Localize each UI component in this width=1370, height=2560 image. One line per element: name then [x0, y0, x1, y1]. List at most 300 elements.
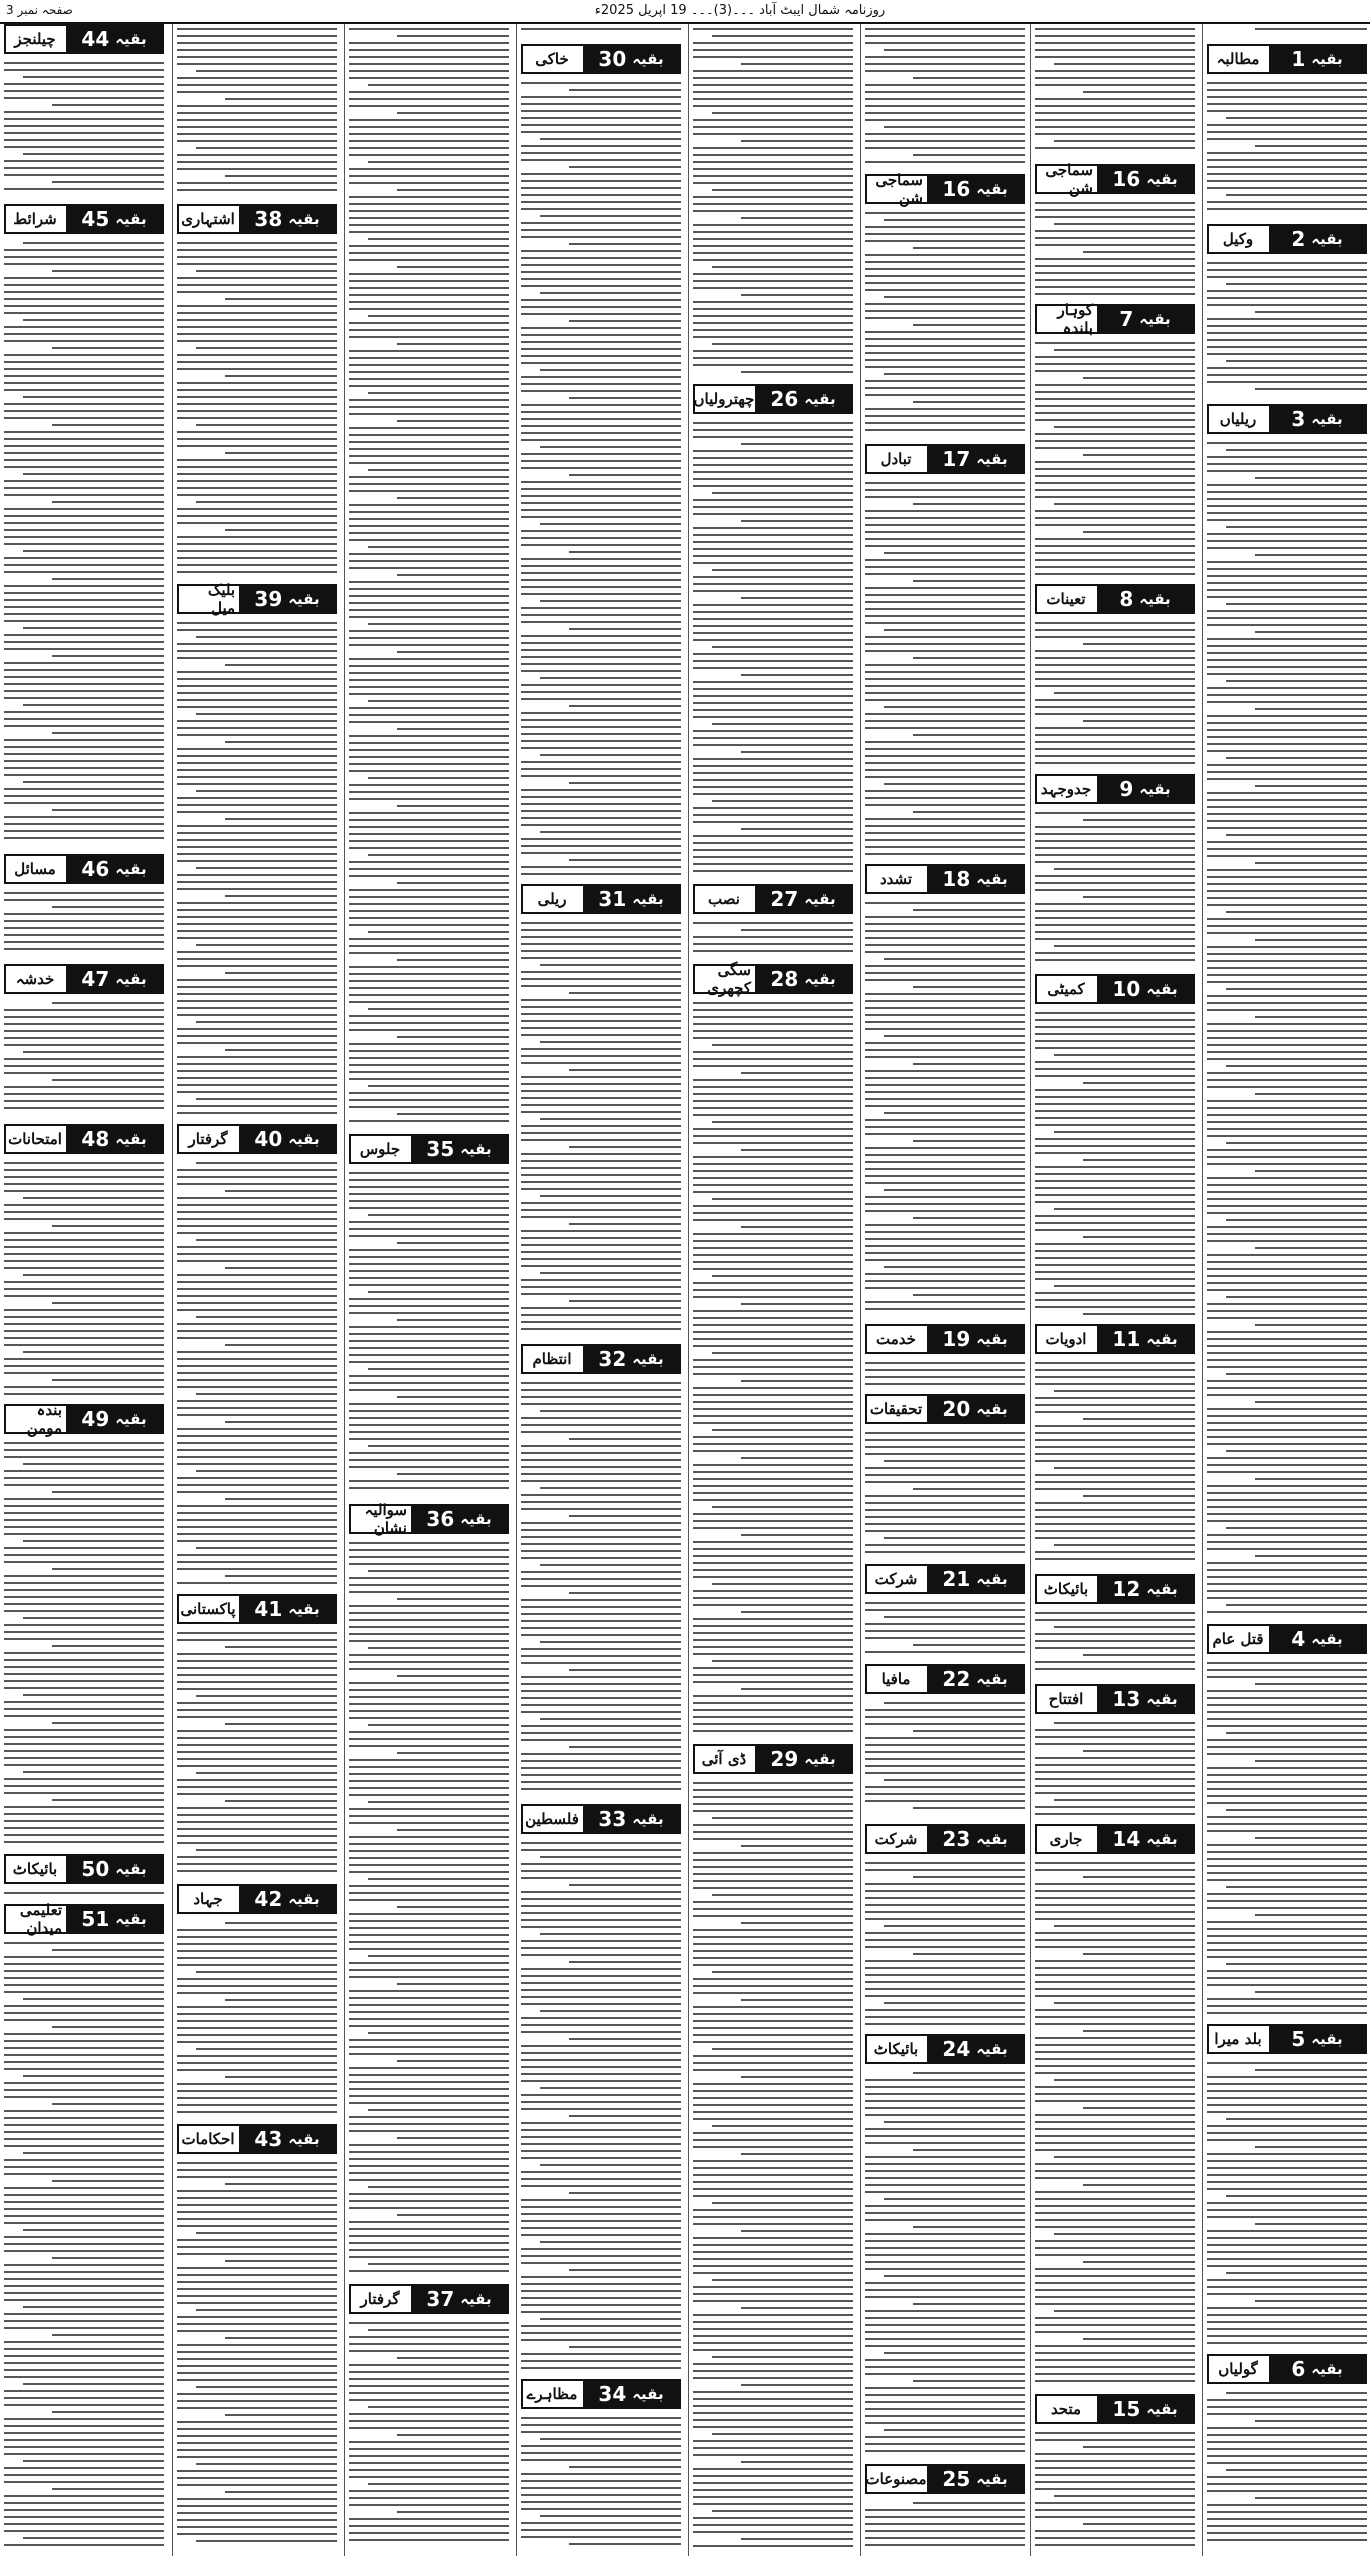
- text-lines: [4, 1892, 164, 1900]
- text-line: [4, 1169, 164, 1171]
- text-line: [693, 2314, 853, 2316]
- text-line: [1207, 1562, 1367, 1564]
- text-line: [1035, 272, 1195, 274]
- text-line: [349, 231, 509, 233]
- text-line: [1207, 1002, 1367, 1004]
- text-line: [4, 256, 164, 258]
- text-line: [4, 662, 164, 664]
- text-line: [521, 131, 681, 133]
- text-line: [693, 1831, 853, 1833]
- text-line: [177, 1035, 337, 1037]
- text-line: [693, 1289, 853, 1291]
- text-line: [1207, 1823, 1367, 1825]
- text-line: [521, 1494, 681, 1496]
- text-line: [1035, 112, 1195, 114]
- continuation-index: 32: [598, 1347, 627, 1371]
- text-line: [521, 453, 681, 455]
- continuation-number: [1097, 1576, 1193, 1602]
- text-line: [1035, 119, 1195, 121]
- text-line: [349, 861, 509, 863]
- text-line: [1207, 208, 1367, 210]
- text-line: [368, 854, 509, 856]
- text-line: [1035, 1096, 1195, 1098]
- text-line: [1035, 105, 1195, 107]
- text-line: [4, 1764, 164, 1766]
- text-line: [693, 77, 853, 79]
- text-line: [4, 2425, 164, 2427]
- text-line: [693, 1541, 853, 1543]
- continuation-index: 16: [1112, 167, 1141, 191]
- text-line: [1207, 1774, 1367, 1776]
- text-line: [177, 2288, 337, 2290]
- text-line: [712, 2433, 853, 2435]
- text-line: [693, 357, 853, 359]
- text-line: [1035, 1481, 1195, 1483]
- text-line: [397, 805, 509, 807]
- text-line: [177, 769, 337, 771]
- text-line: [177, 1323, 337, 1325]
- text-line: [349, 770, 509, 772]
- text-line: [1035, 1124, 1195, 1126]
- text-line: [865, 1161, 1025, 1163]
- text-line: [1207, 2539, 1367, 2541]
- text-line: [1035, 2247, 1195, 2249]
- text-line: [1083, 2338, 1195, 2340]
- text-line: [569, 1669, 681, 1671]
- text-line: [865, 2537, 1025, 2539]
- text-line: [1207, 1802, 1367, 1804]
- text-line: [1035, 258, 1195, 260]
- text-line: [1207, 2230, 1367, 2232]
- text-line: [4, 620, 164, 622]
- text-line: [1035, 847, 1195, 849]
- text-line: [1035, 1502, 1195, 1504]
- text-line: [4, 2453, 164, 2455]
- text-line: [865, 42, 1025, 44]
- text-line: [349, 140, 509, 142]
- text-line: [1035, 496, 1195, 498]
- text-line: [4, 167, 164, 169]
- text-line: [521, 579, 681, 581]
- text-line: [865, 338, 1025, 340]
- text-line: [521, 2262, 681, 2264]
- text-line: [397, 497, 509, 499]
- text-line: [4, 188, 164, 190]
- text-line: [521, 1926, 681, 1928]
- text-line: [913, 2226, 1025, 2228]
- text-line: [693, 1310, 853, 1312]
- text-line: [693, 70, 853, 72]
- text-line: [4, 118, 164, 120]
- text-line: [1207, 1009, 1367, 1011]
- text-line: [4, 1330, 164, 1332]
- text-line: [693, 1901, 853, 1903]
- text-line: [1035, 56, 1195, 58]
- text-line: [865, 1308, 1025, 1310]
- text-line: [349, 2490, 509, 2492]
- text-line: [1207, 2125, 1367, 2127]
- continuation-index: 35: [426, 1137, 455, 1161]
- text-line: [177, 1484, 337, 1486]
- text-line: [349, 1885, 509, 1887]
- text-line: [177, 63, 337, 65]
- text-line: [865, 587, 1025, 589]
- text-line: [177, 2090, 337, 2092]
- text-line: [196, 147, 337, 149]
- text-line: [4, 2033, 164, 2035]
- text-line: [865, 1175, 1025, 1177]
- text-line: [177, 692, 337, 694]
- text-line: [521, 2017, 681, 2019]
- text-line: [693, 1880, 853, 1882]
- text-line: [1207, 2005, 1367, 2007]
- text-line: [1035, 49, 1195, 51]
- text-line: [1207, 729, 1367, 731]
- text-line: [4, 284, 164, 286]
- text-line: [1207, 2237, 1367, 2239]
- text-line: [1207, 2076, 1367, 2078]
- text-line: [368, 392, 509, 394]
- text-line: [521, 1258, 681, 1260]
- text-line: [693, 1030, 853, 1032]
- text-line: [540, 754, 681, 756]
- text-line: [4, 1942, 164, 1944]
- text-line: [693, 1590, 853, 1592]
- continuation-box-40: [177, 1124, 337, 1154]
- text-line: [1035, 706, 1195, 708]
- text-line: [1255, 785, 1367, 787]
- text-line: [349, 245, 509, 247]
- text-line: [693, 2216, 853, 2218]
- text-line: [177, 480, 337, 482]
- text-line: [349, 2011, 509, 2013]
- text-line: [177, 1639, 337, 1641]
- text-line: [1207, 1739, 1367, 1741]
- text-line: [177, 1765, 337, 1767]
- text-line: [4, 1729, 164, 1731]
- continuation-box-45: [4, 204, 164, 234]
- text-line: [1207, 1268, 1367, 1270]
- text-line: [521, 1307, 681, 1309]
- continuation-label: تعینات: [1046, 590, 1086, 608]
- text-line: [693, 1387, 853, 1389]
- text-line: [177, 2302, 337, 2304]
- text-line: [1035, 1911, 1195, 1913]
- text-line: [521, 1501, 681, 1503]
- text-line: [349, 1577, 509, 1579]
- text-line: [521, 1013, 681, 1015]
- text-line: [1207, 82, 1367, 84]
- text-line: [521, 985, 681, 987]
- text-line: [693, 2503, 853, 2505]
- text-line: [349, 441, 509, 443]
- text-line: [693, 1859, 853, 1861]
- text-line: [865, 1224, 1025, 1226]
- text-line: [1035, 1869, 1195, 1871]
- text-line: [1226, 603, 1367, 605]
- text-line: [865, 2100, 1025, 2102]
- text-line: [865, 1245, 1025, 1247]
- continuation-index: 49: [81, 1407, 110, 1431]
- continuation-label: ڈی آئی: [701, 1750, 747, 1768]
- continuation-index: 38: [254, 207, 283, 231]
- text-line: [23, 2075, 164, 2077]
- text-line: [177, 923, 337, 925]
- text-line: [349, 280, 509, 282]
- continuation-label: جہاد: [193, 1890, 223, 1908]
- continuation-index: 8: [1119, 587, 1134, 611]
- text-line: [177, 2083, 337, 2085]
- text-line: [23, 704, 164, 706]
- text-line: [521, 2283, 681, 2285]
- text-line: [741, 1688, 853, 1690]
- text-line: [693, 527, 853, 529]
- text-line: [521, 866, 681, 868]
- text-line: [177, 811, 337, 813]
- text-line: [1035, 77, 1195, 79]
- text-line: [1035, 1033, 1195, 1035]
- text-line: [693, 1838, 853, 1840]
- text-line: [521, 1431, 681, 1433]
- text-line: [521, 355, 681, 357]
- text-line: [1035, 1222, 1195, 1224]
- text-line: [540, 1487, 681, 1489]
- text-line: [1226, 526, 1367, 528]
- text-line: [1207, 1107, 1367, 1109]
- text-line: [177, 1197, 337, 1199]
- text-line: [4, 1659, 164, 1661]
- text-line: [1207, 1233, 1367, 1235]
- text-line: [177, 1992, 337, 1994]
- text-line: [865, 1119, 1025, 1121]
- text-line: [1207, 1907, 1367, 1909]
- text-line: [177, 1667, 337, 1669]
- text-line: [693, 280, 853, 282]
- continuation-label: اشتہاری: [181, 210, 235, 228]
- text-line: [4, 1162, 164, 1164]
- text-line: [23, 2152, 164, 2154]
- text-line: [1207, 180, 1367, 182]
- text-line: [693, 182, 853, 184]
- text-line: [52, 906, 164, 908]
- text-line: [349, 2004, 509, 2006]
- text-line: [1035, 1764, 1195, 1766]
- text-line: [1035, 2509, 1195, 2511]
- text-line: [177, 56, 337, 58]
- text-line: [865, 1967, 1025, 1969]
- text-line: [4, 2019, 164, 2021]
- text-line: [177, 1985, 337, 1987]
- text-line: [540, 1118, 681, 1120]
- continuation-index: 7: [1119, 307, 1134, 331]
- text-line: [521, 2459, 681, 2461]
- text-line: [1255, 1555, 1367, 1557]
- continuation-number: [1097, 2396, 1193, 2422]
- text-line: [1035, 2544, 1195, 2546]
- text-line: [1207, 1205, 1367, 1207]
- text-line: [349, 910, 509, 912]
- text-line: [177, 706, 337, 708]
- text-line: [1054, 1467, 1195, 1469]
- text-line: [1035, 685, 1195, 687]
- text-line: [1207, 1690, 1367, 1692]
- text-line: [4, 403, 164, 405]
- text-line: [913, 77, 1025, 79]
- text-line: [865, 1551, 1025, 1553]
- continuation-box-50: [4, 1854, 164, 1884]
- text-line: [1083, 1159, 1195, 1161]
- text-line: [349, 1969, 509, 1971]
- text-line: [1207, 568, 1367, 570]
- text-line: [521, 2304, 681, 2306]
- text-line: [693, 203, 853, 205]
- text-line: [349, 1480, 509, 1482]
- text-line: [540, 1410, 681, 1412]
- text-line: [1207, 869, 1367, 871]
- continuation-index: 37: [426, 2287, 455, 2311]
- text-line: [1035, 1446, 1195, 1448]
- text-line: [4, 2523, 164, 2525]
- text-line: [225, 1575, 337, 1577]
- text-line: [349, 637, 509, 639]
- text-line: [865, 1014, 1025, 1016]
- text-line: [1035, 370, 1195, 372]
- text-line: [4, 2348, 164, 2350]
- text-line: [225, 1049, 337, 1051]
- text-line: [349, 273, 509, 275]
- text-line: [1083, 454, 1195, 456]
- text-line: [521, 1676, 681, 1678]
- text-line: [1207, 1464, 1367, 1466]
- continuation-index: 18: [942, 867, 971, 891]
- text-line: [865, 2240, 1025, 2242]
- text-line: [1035, 2058, 1195, 2060]
- text-line: [693, 2293, 853, 2295]
- text-line: [521, 1466, 681, 1468]
- text-line: [693, 2258, 853, 2260]
- text-line: [521, 1237, 681, 1239]
- text-lines: [1035, 622, 1195, 770]
- text-line: [349, 462, 509, 464]
- text-line: [1207, 512, 1367, 514]
- continuation-word: بقیہ: [115, 210, 147, 228]
- text-line: [521, 2339, 681, 2341]
- text-line: [865, 2093, 1025, 2095]
- text-line: [177, 734, 337, 736]
- text-line: [349, 1235, 509, 1237]
- text-line: [521, 1286, 681, 1288]
- text-line: [569, 705, 681, 707]
- text-line: [865, 2219, 1025, 2221]
- text-line: [177, 2498, 337, 2500]
- text-line: [693, 1639, 853, 1641]
- continuation-index: 31: [598, 887, 627, 911]
- text-line: [177, 2062, 337, 2064]
- text-line: [865, 818, 1025, 820]
- text-line: [4, 1037, 164, 1039]
- text-line: [1207, 318, 1367, 320]
- text-line: [521, 2206, 681, 2208]
- text-line: [349, 1633, 509, 1635]
- text-line: [913, 580, 1025, 582]
- text-line: [1207, 2441, 1367, 2443]
- text-line: [865, 233, 1025, 235]
- text-line: [693, 1936, 853, 1938]
- text-line: [368, 2406, 509, 2408]
- continuation-index: 27: [770, 887, 799, 911]
- text-line: [693, 2237, 853, 2239]
- text-line: [693, 1394, 853, 1396]
- text-line: [865, 1105, 1025, 1107]
- text-line: [4, 2054, 164, 2056]
- text-line: [741, 1072, 853, 1074]
- text-line: [52, 347, 164, 349]
- text-line: [349, 133, 509, 135]
- text-line: [1207, 652, 1367, 654]
- text-line: [1207, 582, 1367, 584]
- text-line: [1207, 1767, 1367, 1769]
- text-lines: [4, 1942, 164, 2552]
- text-line: [177, 1330, 337, 1332]
- text-line: [865, 1453, 1025, 1455]
- text-line: [4, 2208, 164, 2210]
- text-line: [177, 2267, 337, 2269]
- continuation-index: 1: [1291, 47, 1306, 71]
- text-line: [349, 1057, 509, 1059]
- text-line: [1035, 2345, 1195, 2347]
- text-line: [712, 2356, 853, 2358]
- text-line: [177, 1702, 337, 1704]
- text-lines: [693, 28, 853, 380]
- text-line: [569, 1223, 681, 1225]
- text-line: [4, 899, 164, 901]
- text-line: [693, 2328, 853, 2330]
- text-line: [913, 909, 1025, 911]
- text-line: [693, 1716, 853, 1718]
- text-lines: [1035, 28, 1195, 160]
- continuation-index: 28: [770, 967, 799, 991]
- text-line: [693, 147, 853, 149]
- text-line: [177, 1077, 337, 1079]
- continuation-index: 41: [254, 1597, 283, 1621]
- continuation-word: بقیہ: [115, 970, 147, 988]
- continuation-label: ریلی: [537, 890, 567, 908]
- text-line: [865, 2530, 1025, 2532]
- continuation-number: [1097, 776, 1193, 802]
- text-line: [349, 1001, 509, 1003]
- text-line: [693, 1782, 853, 1784]
- text-line: [865, 1252, 1025, 1254]
- text-line: [521, 2522, 681, 2524]
- text-line: [349, 364, 509, 366]
- text-line: [177, 1105, 337, 1107]
- text-line: [1083, 1654, 1195, 1656]
- text-line: [1035, 2121, 1195, 2123]
- text-line: [349, 1703, 509, 1705]
- continuation-word: بقیہ: [632, 890, 664, 908]
- text-line: [521, 1655, 681, 1657]
- text-line: [4, 417, 164, 419]
- text-line: [1207, 1198, 1367, 1200]
- text-line: [865, 2387, 1025, 2389]
- text-line: [1207, 918, 1367, 920]
- text-line: [349, 1459, 509, 1461]
- text-line: [1255, 1683, 1367, 1685]
- text-line: [4, 571, 164, 573]
- text-line: [1207, 325, 1367, 327]
- continuation-number: [927, 2036, 1023, 2062]
- text-line: [4, 494, 164, 496]
